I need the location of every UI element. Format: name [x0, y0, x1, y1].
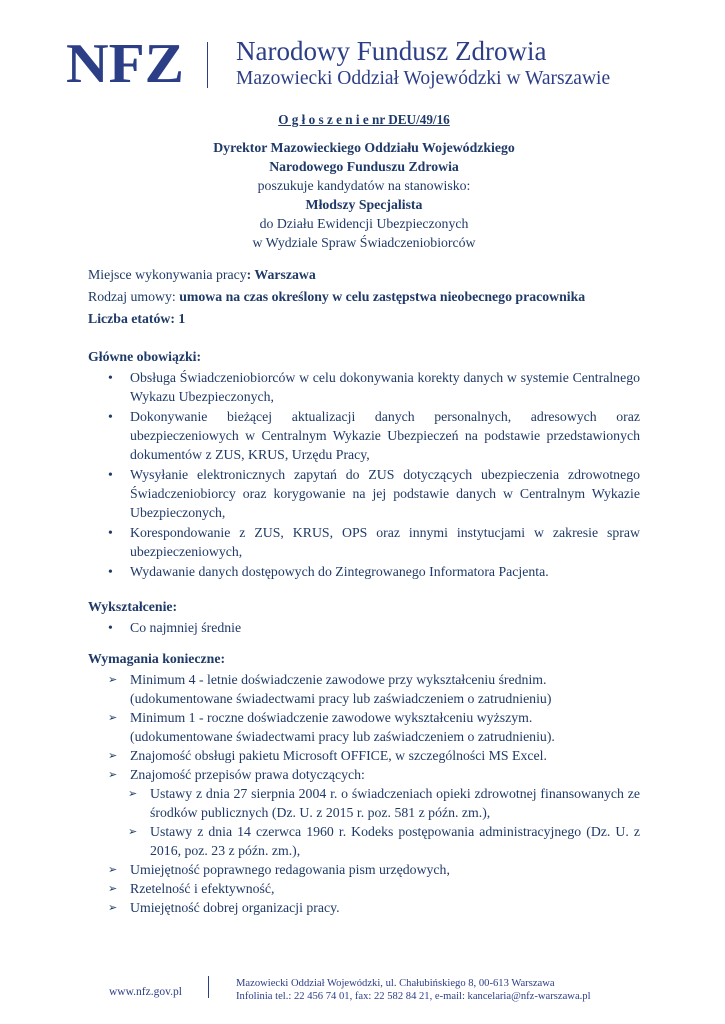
- announcement-title: O g ł o s z e n i e nr DEU/49/16: [278, 112, 450, 127]
- list-item: [88, 670, 640, 708]
- requirement-text: Minimum 1 - roczne doświadczenie zawodowe wykształceniu wyższym.: [130, 710, 533, 725]
- arrow-bullet-icon: ➢: [108, 768, 118, 781]
- list-item: • Korespondowanie z ZUS, KRUS, OPS oraz innymi instytucjami w zakresie spraw ubezpieczeniowych,: [88, 523, 640, 561]
- list-item: • Wysyłanie elektronicznych zapytań do ZUS dotyczących ubezpieczenia zdrowotnego Świadczeniobiorcy oraz korygowanie na jej podstawie danych w Centralnym Wykazie Ubezpieczonych,: [88, 465, 640, 522]
- intro-line-3: poszukuje kandydatów na stanowisko:: [257, 178, 471, 193]
- org-name: Narodowy Fundusz Zdrowia: [236, 36, 547, 66]
- list-item: [88, 860, 640, 879]
- list-item: • Wydawanie danych dostępowych do Zintegrowanego Informatora Pacjenta.: [88, 562, 640, 581]
- fte-count: Liczba etatów: 1: [88, 311, 186, 326]
- requirements-title: Wymagania konieczne:: [88, 651, 226, 666]
- arrow-bullet-icon: ➢: [128, 825, 138, 838]
- list-item: [88, 822, 640, 860]
- intro-line-5: do Działu Ewidencji Ubezpieczonych: [259, 216, 469, 231]
- job-info: [88, 265, 640, 331]
- list-item: [88, 784, 640, 822]
- arrow-bullet-icon: ➢: [108, 711, 118, 724]
- list-item: • Obsługa Świadczeniobiorców w celu dokonywania korekty danych w systemie Centralnego Wykazu Ubezpieczonych,: [88, 368, 640, 406]
- arrow-bullet-icon: ➢: [108, 901, 118, 914]
- list-item: [88, 708, 640, 746]
- arrow-bullet-icon: ➢: [108, 882, 118, 895]
- requirement-text: Rzetelność i efektywność,: [130, 881, 275, 896]
- nfz-logo: [66, 36, 186, 88]
- requirement-text: Znajomość obsługi pakietu Microsoft OFFICE, w szczególności MS Excel.: [130, 748, 547, 763]
- contract-label: Rodzaj umowy:: [88, 289, 180, 304]
- work-place-value: : Warszawa: [246, 267, 316, 282]
- work-place-label: Miejsce wykonywania pracy: [88, 267, 247, 282]
- law-text: Ustawy z dnia 27 sierpnia 2004 r. o świadczeniach opieki zdrowotnej finansowanych ze środków publicznych (Dz. U. z 2015 r. poz. 581 z późn. zm.),: [150, 786, 640, 820]
- intro-line-2: Narodowego Funduszu Zdrowia: [269, 159, 459, 174]
- duties-title: Główne obowiązki:: [88, 349, 202, 364]
- list-item: • Co najmniej średnie: [88, 618, 640, 637]
- requirement-text: Umiejętność poprawnego redagowania pism urzędowych,: [130, 862, 450, 877]
- list-item: [88, 765, 640, 860]
- list-item: [88, 898, 640, 917]
- footer-address: Mazowiecki Oddział Wojewódzki, ul. Chałubińskiego 8, 00-613 Warszawa: [236, 978, 555, 989]
- requirement-note: (udokumentowane świadectwami pracy lub zaświadczeniem o zatrudnieniu).: [130, 729, 555, 744]
- requirement-text: Znajomość przepisów prawa dotyczących:: [130, 767, 365, 782]
- education-section: [88, 597, 640, 638]
- position-title: Młodszy Specjalista: [305, 197, 423, 212]
- education-title: Wykształcenie:: [88, 599, 178, 614]
- intro-line-1: Dyrektor Mazowieckiego Oddziału Wojewódzkiego: [213, 140, 515, 155]
- contract-type: [88, 287, 640, 306]
- arrow-bullet-icon: ➢: [108, 863, 118, 876]
- requirement-text: Umiejętność dobrej organizacji pracy.: [130, 900, 340, 915]
- duties-list: [88, 368, 640, 581]
- intro-block: [88, 138, 640, 252]
- education-list: [88, 618, 640, 637]
- law-sublist: [88, 784, 640, 860]
- intro-line-6: w Wydziale Spraw Świadczeniobiorców: [252, 235, 476, 250]
- list-item: [88, 746, 640, 765]
- footer-website: www.nfz.gov.pl: [109, 986, 182, 998]
- footer-divider: [208, 976, 209, 998]
- requirements-list: [88, 670, 640, 917]
- list-item: [88, 879, 640, 898]
- arrow-bullet-icon: ➢: [128, 787, 138, 800]
- arrow-bullet-icon: ➢: [108, 673, 118, 686]
- logo-text: NFZ: [66, 36, 184, 88]
- footer-address-block: [236, 977, 591, 1003]
- footer-contact: Infolinia tel.: 22 456 74 01, fax: 22 582 84 21, e-mail: kancelaria@nfz-warszawa.pl: [236, 991, 591, 1002]
- header-divider: [207, 42, 208, 88]
- duties-section: [88, 347, 640, 582]
- law-text: Ustawy z dnia 14 czerwca 1960 r. Kodeks postępowania administracyjnego (Dz. U. z 2016, poz. 23 z późn. zm.),: [150, 824, 640, 858]
- arrow-bullet-icon: ➢: [108, 749, 118, 762]
- list-item: • Dokonywanie bieżącej aktualizacji danych personalnych, adresowych oraz ubezpieczeniowych w Centralnym Wykazie Ubezpieczeń na podstawie przedstawionych dokumentów z ZUS, KRUS, Urzędu Pracy,: [88, 407, 640, 464]
- requirement-note: (udokumentowane świadectwami pracy lub zaświadczeniem o zatrudnieniu): [130, 691, 552, 706]
- work-place: [88, 265, 640, 284]
- contract-value: umowa na czas określony w celu zastępstwa nieobecnego pracownika: [179, 289, 586, 304]
- requirement-text: Minimum 4 - letnie doświadczenie zawodowe przy wykształceniu średnim.: [130, 672, 547, 687]
- requirements-section: [88, 649, 640, 917]
- org-branch: Mazowiecki Oddział Wojewódzki w Warszawie: [236, 68, 611, 89]
